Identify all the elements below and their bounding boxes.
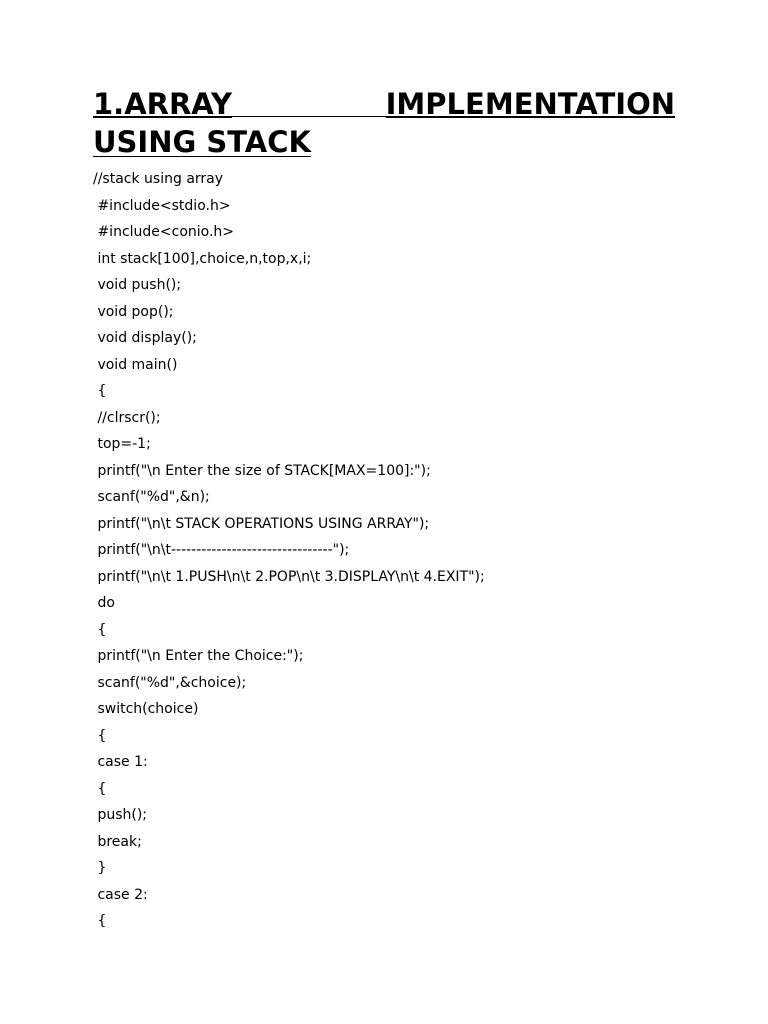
code-line: scanf("%d",&n); [93,489,210,505]
code-line: case 1: [93,754,148,770]
code-line: printf("\n\t STACK OPERATIONS USING ARRAY"); [93,515,430,532]
code-line: push(); [93,807,148,823]
code-line: void display(); [93,330,197,346]
code-line: printf("\n Enter the Choice:"); [93,648,304,664]
code-line: void main() [93,356,178,373]
code-line: } [93,860,107,876]
code-line: printf("\n Enter the size of STACK[MAX=100]:"); [93,462,431,479]
code-line: { [93,780,107,797]
code-line: { [93,383,107,399]
code-line: do [93,595,115,611]
title-word-array: 1.ARRAY [93,87,232,121]
code-line: #include<conio.h> [93,224,235,240]
code-line: void pop(); [93,303,174,320]
code-line: top=-1; [93,436,151,452]
code-listing [93,166,693,935]
code-line: //clrscr(); [93,409,161,426]
title-line-1 [93,86,675,121]
code-line: printf("\n\t--------------------------------"); [93,542,350,558]
code-line: break; [93,833,142,850]
code-line: { [93,621,107,638]
title-line-2: USING STACK [93,125,312,159]
code-line: scanf("%d",&choice); [93,674,247,691]
code-line: { [93,913,107,929]
code-line: case 2: [93,886,148,903]
code-line: void push(); [93,277,182,293]
title-word-implementation: IMPLEMENTATION [385,87,675,121]
code-line: #include<stdio.h> [93,197,231,214]
code-line: //stack using array [93,171,224,187]
code-line: { [93,727,107,744]
page-title [93,86,675,161]
code-line: printf("\n\t 1.PUSH\n\t 2.POP\n\t 3.DISPLAY\n\t 4.EXIT"); [93,568,485,585]
code-line: switch(choice) [93,701,199,717]
code-line: int stack[100],choice,n,top,x,i; [93,250,312,267]
